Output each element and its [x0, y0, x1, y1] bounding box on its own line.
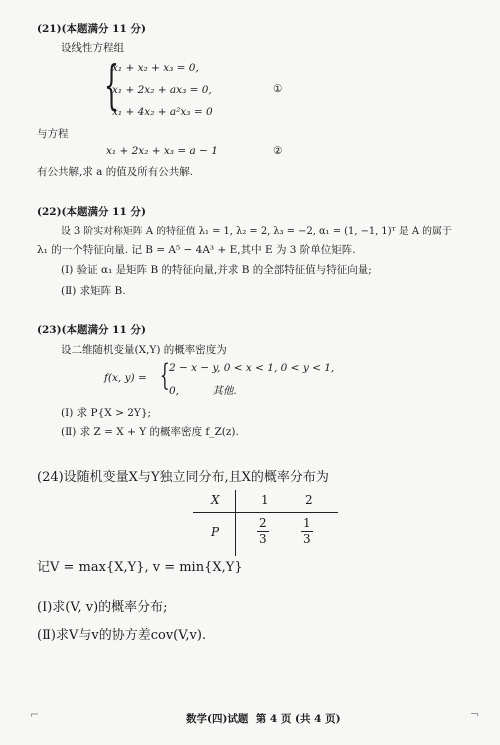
- q21-eq4: x₁ + 2x₂ + x₃ = a − 1: [106, 145, 218, 157]
- q22-part2: (Ⅱ) 求矩阵 B.: [61, 285, 126, 297]
- q24-line1: (24)设随机变量X与Y独立同分布,且X的概率分布为: [37, 470, 329, 485]
- corner-mark-right: ¬: [470, 708, 480, 721]
- q21-intro: 设线性方程组: [61, 42, 124, 54]
- p2-denominator: 3: [303, 532, 311, 546]
- q24-part1: (Ⅰ)求(V, v)的概率分布;: [37, 600, 168, 615]
- table-p-value-2: [301, 516, 313, 547]
- q22-line2: λ₁ 的一个特征向量. 记 B = A⁵ − 4A³ + E,其中 E 为 3 阶单位矩阵.: [37, 244, 356, 256]
- q21-with: 与方程: [37, 128, 69, 140]
- q22-header: (22)(本题满分 11 分): [37, 206, 146, 218]
- q24-part2: (Ⅱ)求V与v的协方差cov(V,v).: [37, 628, 207, 643]
- p1-denominator: 3: [259, 532, 267, 546]
- q23-brace: {: [160, 358, 170, 393]
- corner-mark-left: ⌐: [30, 708, 40, 721]
- q23-part2: (Ⅱ) 求 Z = X + Y 的概率密度 f_Z(z).: [61, 426, 239, 438]
- table-header-x: X: [211, 493, 220, 507]
- q21-label1: ①: [273, 83, 283, 95]
- table-p-value-1: [257, 516, 269, 547]
- p2-numerator: 1: [303, 516, 311, 530]
- q24-define: 记V = max{X,Y}, v = min{X,Y}: [37, 560, 243, 575]
- q23-case1: 2 − x − y, 0 < x < 1, 0 < y < 1,: [169, 362, 335, 374]
- q21-eq3: x₁ + 4x₂ + a²x₃ = 0: [112, 106, 213, 118]
- table-hline: [193, 512, 338, 513]
- p1-numerator: 2: [259, 516, 267, 530]
- q24-distribution-table: [193, 490, 338, 556]
- q23-fname: f(x, y) =: [104, 372, 147, 384]
- q21-eq1: x₁ + x₂ + x₃ = 0,: [112, 62, 199, 74]
- table-vline: [235, 490, 236, 556]
- page-footer: 数学(四)试题 第 4 页 (共 4 页): [186, 713, 341, 725]
- table-p-label: P: [211, 525, 220, 539]
- q23-header: (23)(本题满分 11 分): [37, 324, 146, 336]
- q21-ask: 有公共解,求 a 的值及所有公共解.: [37, 166, 194, 178]
- table-header-1: 1: [261, 493, 269, 507]
- q22-line1: 设 3 阶实对称矩阵 A 的特征值 λ₁ = 1, λ₂ = 2, λ₃ = −2, α₁ = (1, −1, 1)ᵀ 是 A 的属于: [61, 226, 452, 237]
- q22-part1: (Ⅰ) 验证 α₁ 是矩阵 B 的特征向量,并求 B 的全部特征值与特征向量;: [61, 264, 372, 276]
- table-header-2: 2: [305, 493, 313, 507]
- q23-intro: 设二维随机变量(X,Y) 的概率密度为: [61, 344, 227, 356]
- q23-case2: 0, 其他.: [169, 385, 237, 397]
- q23-part1: (Ⅰ) 求 P{X > 2Y};: [61, 407, 152, 419]
- q21-eq2: x₁ + 2x₂ + ax₃ = 0,: [112, 84, 212, 96]
- q21-header: (21)(本题满分 11 分): [37, 23, 146, 35]
- q21-brace: {: [104, 56, 119, 116]
- q21-label2: ②: [273, 145, 283, 157]
